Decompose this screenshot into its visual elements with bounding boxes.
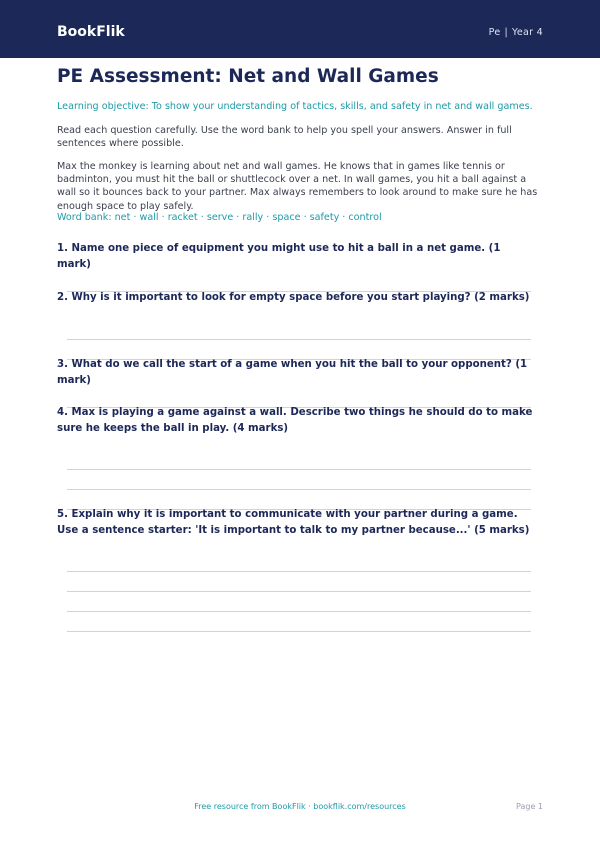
question-3: 3. What do we call the start of a game when you hit the ball to your opponent? (1 mark) [57,359,528,386]
question-5: 5. Explain why it is important to communicate with your partner during a game. Use a sentence starter: 'It is important to talk to my partner because...' (5 marks) [57,509,530,536]
word-bank: Word bank: net · wall · racket · serve · rally · space · safety · control [57,212,382,223]
page-title: PE Assessment: Net and Wall Games [57,66,439,87]
instructions-paragraph: Read each question carefully. Use the word bank to help you spell your answers. Answer in full sentences where possible. [57,125,512,150]
learning-objective: Learning objective: To show your understanding of tactics, skills, and safety in net and wall games. [57,101,533,112]
subject-year-label [489,27,543,39]
subject-label: Pe [488,27,501,38]
answer-line[interactable] [67,591,531,592]
page-number: Page 1 [516,802,543,811]
answer-line[interactable] [67,571,531,572]
answer-line[interactable] [67,339,531,340]
answer-line[interactable] [67,611,531,612]
answer-line[interactable] [67,489,531,490]
question-4: 4. Max is playing a game against a wall. Describe two things he should do to make sure he keeps the ball in play. (4 marks) [57,407,533,434]
header-bar [0,0,600,58]
question-1: 1. Name one piece of equipment you might use to hit a ball in a net game. (1 mark) [57,243,501,270]
year-label: Year 4 [512,27,543,38]
answer-line[interactable] [67,631,531,632]
answer-line[interactable] [67,469,531,470]
footer-credit: Free resource from BookFlik · bookflik.com/resources [194,802,406,811]
brand-logo-text: BookFlik [57,24,125,40]
story-passage: Max the monkey is learning about net and wall games. He knows that in games like tennis or badminton, you must hit the ball or shuttlecock over a net. In wall games, you hit a ball against a wall so it bounces back to your partner. Max always remembers to look around to make sure he has enough space to play safely. [57,161,538,212]
question-2: 2. Why is it important to look for empty space before you start playing? (2 marks) [57,292,530,303]
meta-separator: | [504,27,509,38]
